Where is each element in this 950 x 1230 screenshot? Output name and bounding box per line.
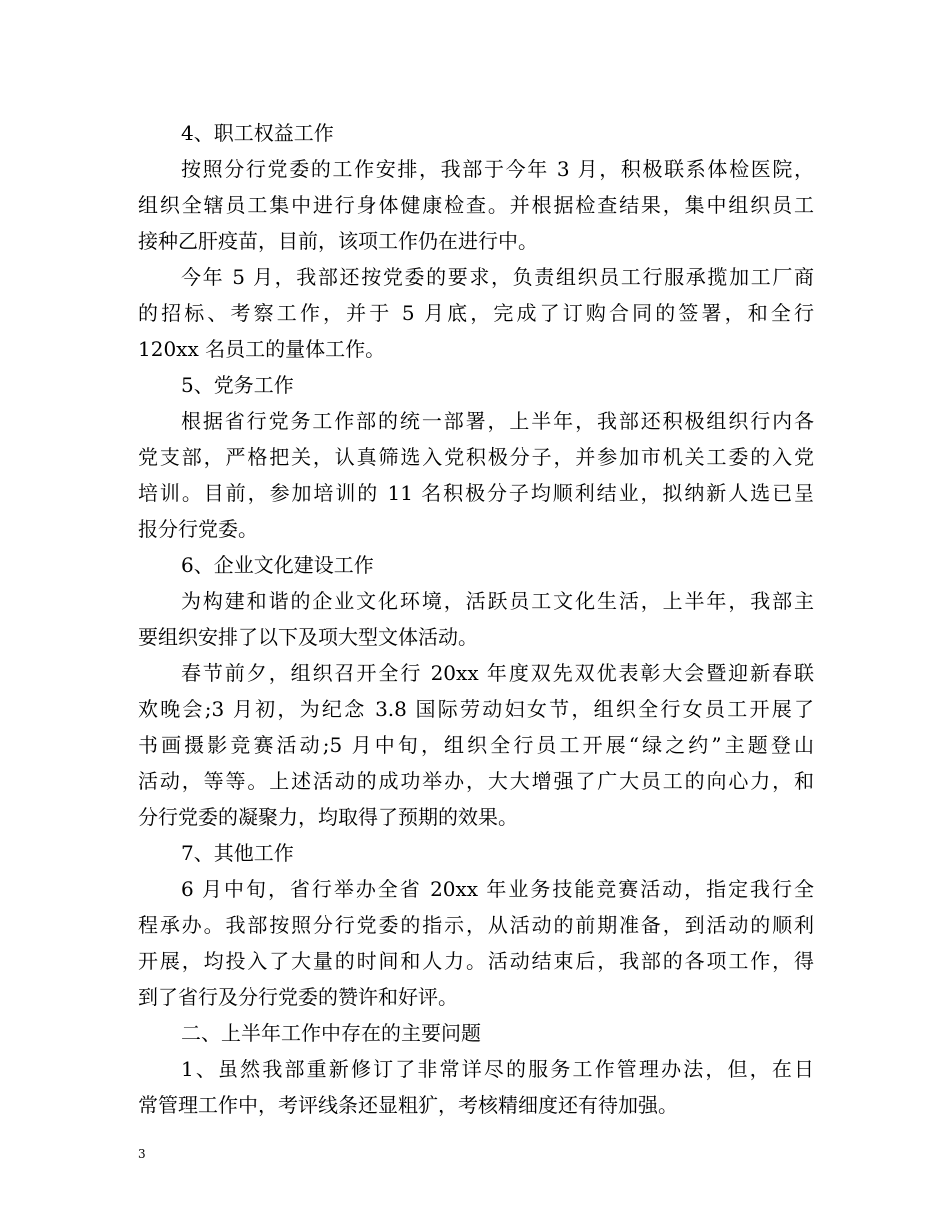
text-line: 报分行党委。 xyxy=(138,517,258,541)
text-line: 党支部，严格把关，认真筛选入党积极分子，并参加市机关工委的入党 xyxy=(138,445,814,469)
text-line: 4、职工权益工作 xyxy=(181,121,334,145)
text-line: 组织全辖员工集中进行身体健康检查。并根据检查结果，集中组织员工 xyxy=(138,193,814,217)
text-line: 春节前夕，组织召开全行 20xx 年度双先双优表彰大会暨迎新春联 xyxy=(181,661,814,685)
text-line: 书画摄影竞赛活动;5 月中旬，组织全行员工开展“绿之约”主题登山 xyxy=(138,733,814,757)
text-line: 的招标、考察工作，并于 5 月底，完成了订购合同的签署，和全行 xyxy=(138,301,814,325)
text-line: 根据省行党务工作部的统一部署，上半年，我部还积极组织行内各 xyxy=(181,409,814,433)
text-line: 为构建和谐的企业文化环境，活跃员工文化生活，上半年，我部主 xyxy=(181,589,814,613)
text-line: 常管理工作中，考评线条还显粗犷，考核精细度还有待加强。 xyxy=(138,1093,678,1117)
text-line: 活动，等等。上述活动的成功举办，大大增强了广大员工的向心力，和 xyxy=(138,769,814,793)
text-line: 按照分行党委的工作安排，我部于今年 3 月，积极联系体检医院， xyxy=(181,157,814,181)
text-line: 6 月中旬，省行举办全省 20xx 年业务技能竞赛活动，指定我行全 xyxy=(181,877,814,901)
text-line: 接种乙肝疫苗，目前，该项工作仍在进行中。 xyxy=(138,229,538,253)
text-line: 程承办。我部按照分行党委的指示，从活动的前期准备，到活动的顺利 xyxy=(138,913,814,937)
text-line: 要组织安排了以下及项大型文体活动。 xyxy=(138,625,478,649)
text-line: 120xx 名员工的量体工作。 xyxy=(138,337,386,361)
text-line: 欢晚会;3 月初，为纪念 3.8 国际劳动妇女节，组织全行女员工开展了 xyxy=(138,697,814,721)
document-body xyxy=(138,115,814,1123)
text-line: 7、其他工作 xyxy=(181,841,294,865)
text-line: 6、企业文化建设工作 xyxy=(181,553,374,577)
text-line: 分行党委的凝聚力，均取得了预期的效果。 xyxy=(138,805,518,829)
text-line: 开展，均投入了大量的时间和人力。活动结束后，我部的各项工作，得 xyxy=(138,949,814,973)
text-line: 5、党务工作 xyxy=(181,373,294,397)
text-line: 今年 5 月，我部还按党委的要求，负责组织员工行服承揽加工厂商 xyxy=(181,265,814,289)
text-line: 1、虽然我部重新修订了非常详尽的服务工作管理办法，但，在日 xyxy=(181,1057,814,1081)
text-line: 到了省行及分行党委的赞许和好评。 xyxy=(138,985,458,1009)
text-line: 二、上半年工作中存在的主要问题 xyxy=(181,1021,481,1045)
page-number: 3 xyxy=(138,1147,146,1161)
text-line: 培训。目前，参加培训的 11 名积极分子均顺利结业，拟纳新人选已呈 xyxy=(138,481,814,505)
